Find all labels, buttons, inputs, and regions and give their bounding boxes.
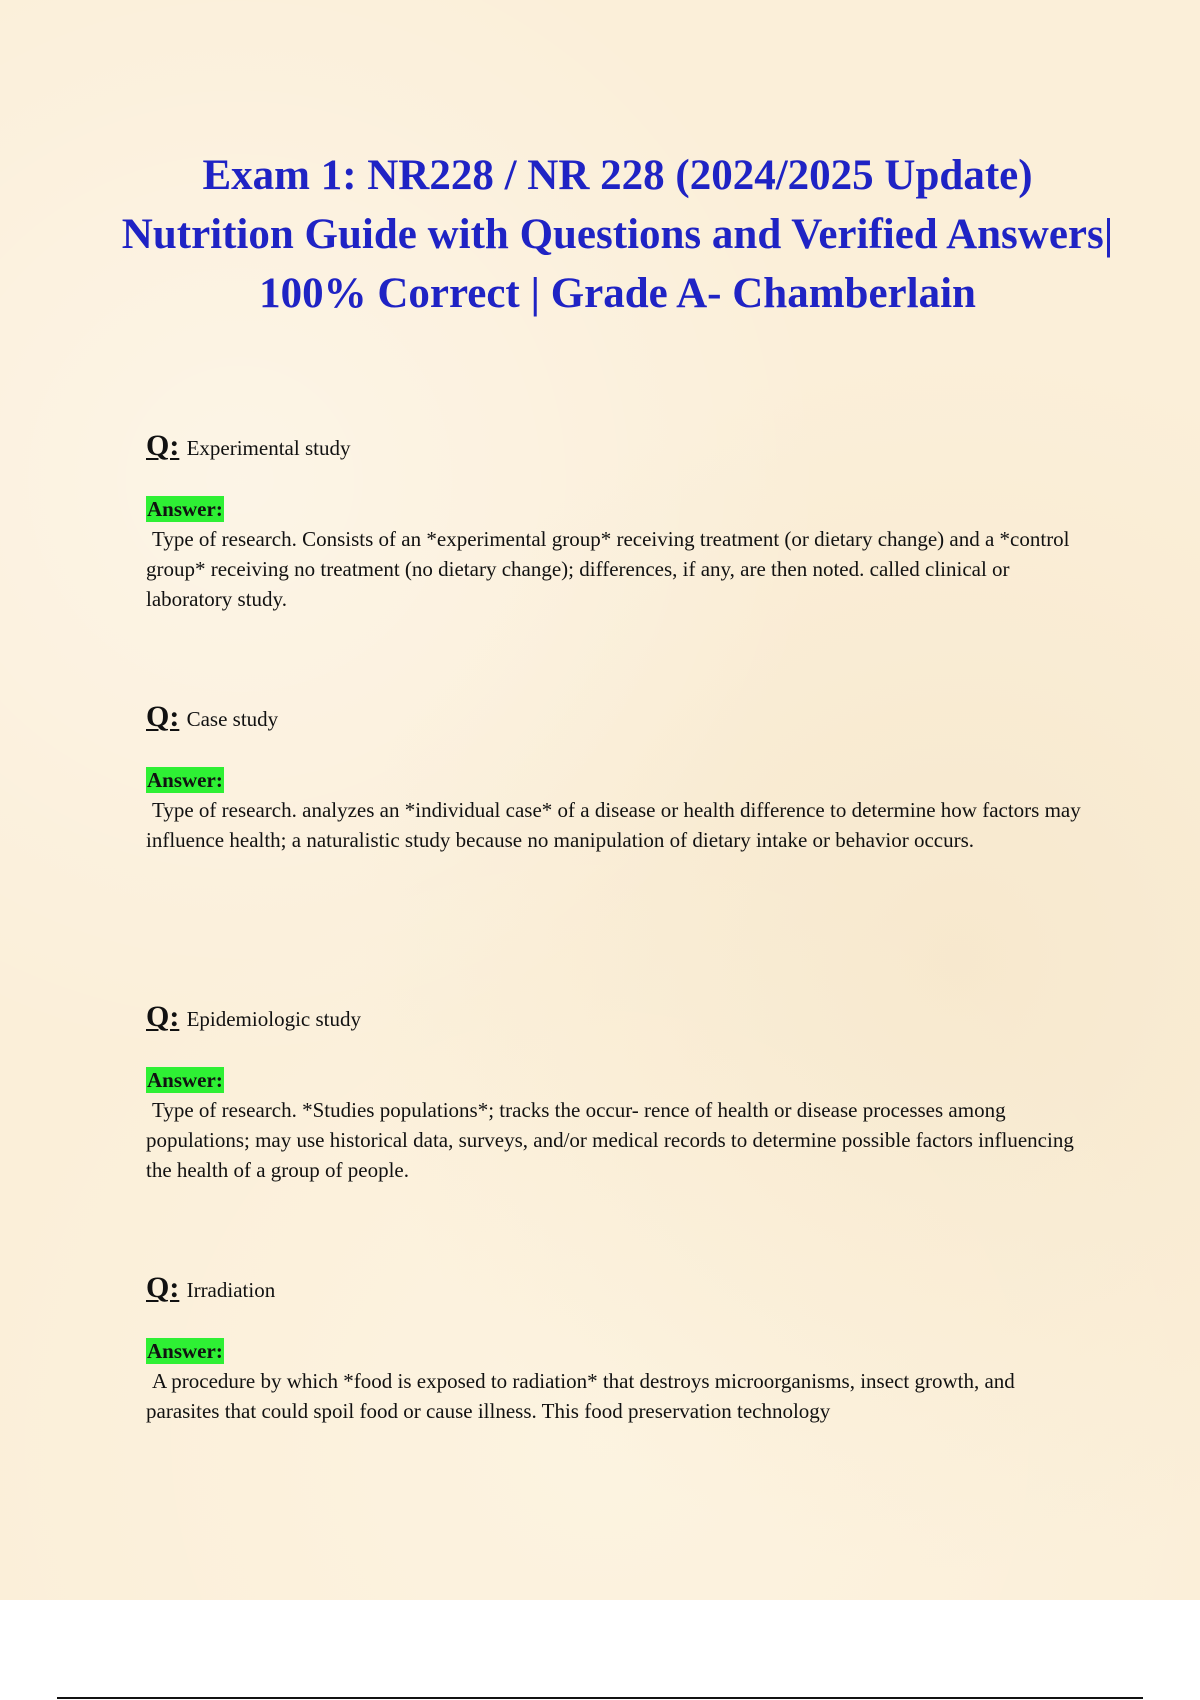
qa-item [146, 700, 1086, 855]
answer-label: Answer: [147, 1068, 223, 1092]
question-prefix: Q: [146, 700, 180, 733]
answer-text: Type of research. *Studies populations*; tracks the occur- rence of health or disease processes among populations; may use historical data, surveys, and/or medical records to determine possible factors influencing the health of a group of people. [146, 1098, 1074, 1182]
question-prefix: Q: [146, 1000, 180, 1033]
qa-item [146, 429, 1086, 614]
answer-label: Answer: [147, 1339, 223, 1363]
qa-item [146, 1271, 1086, 1426]
question-prefix: Q: [146, 429, 180, 462]
question-line [146, 429, 1086, 462]
page-divider-line [57, 1697, 1143, 1699]
question-line [146, 1271, 1086, 1304]
answer-text: A procedure by which *food is exposed to radiation* that destroys microorganisms, insect growth, and parasites that could spoil food or cause illness. This food preservation technology [146, 1369, 1015, 1423]
question-text: Irradiation [186, 1278, 276, 1302]
question-text: Case study [186, 707, 279, 731]
question-text: Experimental study [186, 436, 351, 460]
question-prefix: Q: [146, 1271, 180, 1304]
qa-item [146, 1000, 1086, 1185]
answer-text: Type of research. Consists of an *experimental group* receiving treatment (or dietary change) and a *control group* receiving no treatment (no dietary change); differences, if any, are then noted. called clinical or laboratory study. [146, 527, 1070, 611]
question-text: Epidemiologic study [186, 1007, 361, 1031]
answer-text: Type of research. analyzes an *individual case* of a disease or health difference to determine how factors may influence health; a naturalistic study because no manipulation of dietary intake or behavior occurs. [146, 798, 1081, 852]
answer-label: Answer: [147, 497, 223, 521]
question-line [146, 1000, 1086, 1033]
document-title: Exam 1: NR228 / NR 228 (2024/2025 Update) Nutrition Guide with Questions and Verified Answers| 100% Correct | Grade A- Chamberlain [121, 152, 1114, 317]
question-line [146, 700, 1086, 733]
answer-label: Answer: [147, 768, 223, 792]
